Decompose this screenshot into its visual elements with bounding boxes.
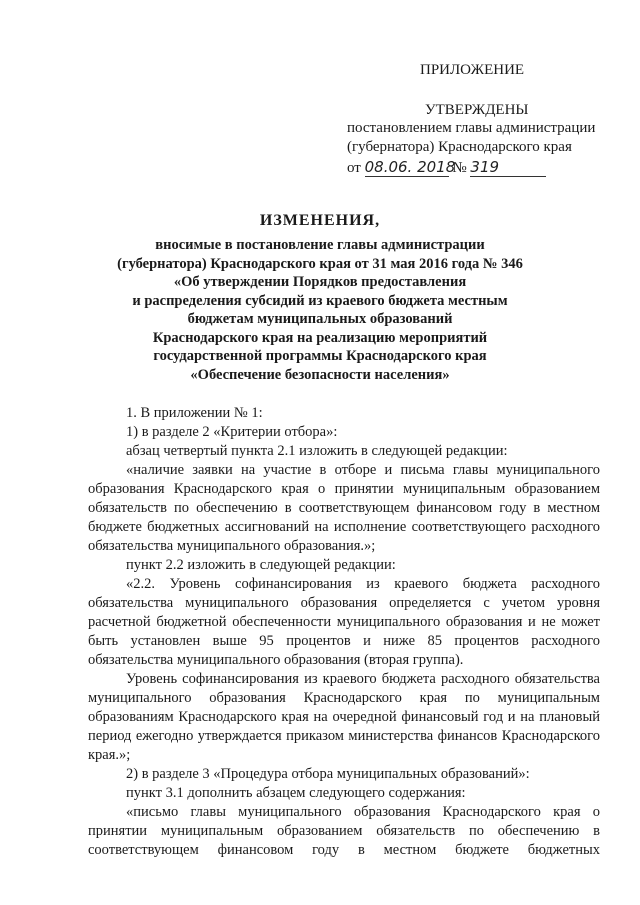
body-paragraph: пункт 3.1 дополнить абзацем следующего содержания:: [126, 785, 466, 801]
body-paragraph: «письмо главы муниципального образования Краснодарского края о принятии муниципальным образованием обязательств по обеспечению в соответствующем финансовом году в местном бюджете бюджетных: [88, 804, 600, 858]
approval-line-2: (губернатора) Краснодарского края: [347, 139, 572, 155]
date-value: 08.06. 2018: [364, 158, 456, 176]
approved-label: УТВЕРЖДЕНЫ: [425, 102, 529, 118]
number-value: 319: [470, 158, 546, 177]
document-title: [0, 212, 640, 384]
body-paragraph: 1) в разделе 2 «Критерии отбора»:: [126, 424, 338, 440]
body-paragraph: «2.2. Уровень софинансирования из краевого бюджета расходного обязательства муниципального образования определяется с учетом уровня расчетной бюджетной обеспеченности муниципального образования и не может быть установлен выше 95 процентов и ниже 85 процентов расходного обязательства муниципального образования (вторая группа).: [88, 576, 600, 668]
body-paragraph: абзац четвертый пункта 2.1 изложить в следующей редакции:: [126, 443, 508, 459]
approval-date-line: [347, 158, 546, 177]
title-line: бюджетам муниципальных образований: [187, 311, 453, 327]
approval-line-1: постановлением главы администрации: [347, 120, 596, 136]
appendix-label: ПРИЛОЖЕНИЕ: [420, 62, 525, 78]
body-paragraph: Уровень софинансирования из краевого бюджета расходного обязательства муниципального образования Краснодарского края по муниципальным образованиям Краснодарского края на очередной финансовый год и на плановый период ежегодно утверждается приказом министерства финансов Краснодарского края.»;: [88, 671, 600, 763]
body-paragraph: 1. В приложении № 1:: [126, 405, 263, 421]
number-prefix: №: [452, 160, 467, 176]
title-line: государственной программы Краснодарского края: [153, 348, 487, 364]
title-line: вносимые в постановление главы администрации: [155, 237, 485, 253]
body-paragraph: 2) в разделе 3 «Процедура отбора муниципальных образований»:: [126, 766, 530, 782]
title-line: и распределения субсидий из краевого бюджета местным: [132, 292, 508, 309]
body-paragraph: «наличие заявки на участие в отборе и письма главы муниципального образования Краснодарского края о принятии муниципальным образованием обязательств по обеспечению в соответствующем финансовом году в местном бюджете бюджетных ассигнований на исполнение соответствующего расходного обязательства муниципального образования.»;: [88, 462, 600, 554]
title-line: (губернатора) Краснодарского края от 31 мая 2016 года № 346: [117, 255, 523, 272]
body-paragraph: пункт 2.2 изложить в следующей редакции:: [126, 557, 396, 573]
title-line: «Обеспечение безопасности населения»: [190, 366, 450, 383]
title-line: Краснодарского края на реализацию мероприятий: [152, 329, 488, 346]
title-main: ИЗМЕНЕНИЯ,: [259, 212, 381, 229]
document-body: [88, 404, 600, 860]
title-line: «Об утверждении Порядков предоставления: [173, 274, 467, 290]
date-prefix: от: [347, 160, 361, 176]
